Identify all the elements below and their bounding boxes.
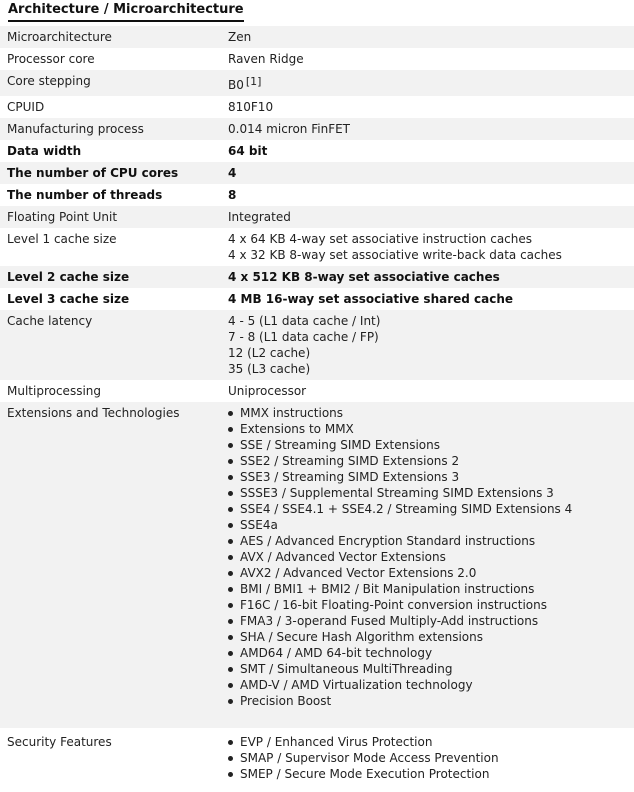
row-label: Manufacturing process bbox=[7, 122, 144, 136]
value-line: 4 x 32 KB 8-way set associative write-back data caches bbox=[228, 248, 562, 262]
row-label: Data width bbox=[7, 144, 82, 158]
row-label: CPUID bbox=[7, 100, 45, 114]
row-label: Level 2 cache size bbox=[7, 270, 130, 284]
table-row bbox=[0, 288, 634, 310]
security-list bbox=[228, 734, 634, 782]
table-row bbox=[0, 728, 634, 785]
list-item: AVX2 / Advanced Vector Extensions 2.0 bbox=[228, 565, 634, 581]
row-label: Microarchitecture bbox=[7, 30, 112, 44]
row-value: 4 bbox=[228, 166, 237, 180]
row-value bbox=[228, 728, 634, 785]
value-line: 12 (L2 cache) bbox=[228, 346, 311, 360]
row-label: Floating Point Unit bbox=[7, 210, 118, 224]
row-value bbox=[228, 310, 634, 380]
core-stepping-value: B0 bbox=[228, 78, 244, 92]
value-line: 4 - 5 (L1 data cache / Int) bbox=[228, 314, 381, 328]
list-item: SSE4 / SSE4.1 + SSE4.2 / Streaming SIMD Extensions 4 bbox=[228, 501, 634, 517]
spec-table bbox=[0, 26, 634, 785]
row-value bbox=[228, 70, 634, 96]
list-item: SSSE3 / Supplemental Streaming SIMD Extensions 3 bbox=[228, 485, 634, 501]
table-row bbox=[0, 228, 634, 266]
list-item: SMEP / Secure Mode Execution Protection bbox=[228, 766, 634, 782]
table-row bbox=[0, 310, 634, 380]
table-row bbox=[0, 26, 634, 48]
list-item: AMD64 / AMD 64-bit technology bbox=[228, 645, 634, 661]
value-line: 7 - 8 (L1 data cache / FP) bbox=[228, 330, 379, 344]
list-item: AMD-V / AMD Virtualization technology bbox=[228, 677, 634, 693]
list-item: SMT / Simultaneous MultiThreading bbox=[228, 661, 634, 677]
list-item: SMAP / Supervisor Mode Access Prevention bbox=[228, 750, 634, 766]
row-value: Zen bbox=[228, 30, 252, 44]
row-value: Uniprocessor bbox=[228, 384, 307, 398]
row-value: 4 MB 16-way set associative shared cache bbox=[228, 292, 514, 306]
value-line: 4 x 64 KB 4-way set associative instruction caches bbox=[228, 232, 533, 246]
row-label: Processor core bbox=[7, 52, 95, 66]
list-item: FMA3 / 3-operand Fused Multiply-Add instructions bbox=[228, 613, 634, 629]
row-label: Multiprocessing bbox=[7, 384, 102, 398]
table-row bbox=[0, 162, 634, 184]
table-row bbox=[0, 380, 634, 402]
section-title: Architecture / Microarchitecture bbox=[8, 2, 244, 22]
row-value bbox=[228, 228, 634, 266]
row-label: Security Features bbox=[7, 735, 112, 749]
row-label: Level 3 cache size bbox=[7, 292, 130, 306]
table-row bbox=[0, 184, 634, 206]
table-row bbox=[0, 70, 634, 96]
row-label: The number of CPU cores bbox=[7, 166, 179, 180]
row-label: Core stepping bbox=[7, 74, 91, 88]
table-row bbox=[0, 96, 634, 118]
list-item: SHA / Secure Hash Algorithm extensions bbox=[228, 629, 634, 645]
list-item: F16C / 16-bit Floating-Point conversion instructions bbox=[228, 597, 634, 613]
list-item: SSE3 / Streaming SIMD Extensions 3 bbox=[228, 469, 634, 485]
list-item: AES / Advanced Encryption Standard instructions bbox=[228, 533, 634, 549]
table-row bbox=[0, 206, 634, 228]
table-row bbox=[0, 118, 634, 140]
table-row bbox=[0, 140, 634, 162]
list-item: Extensions to MMX bbox=[228, 421, 634, 437]
list-item: SSE / Streaming SIMD Extensions bbox=[228, 437, 634, 453]
row-label: Cache latency bbox=[7, 314, 93, 328]
list-item: AVX / Advanced Vector Extensions bbox=[228, 549, 634, 565]
row-value: 810F10 bbox=[228, 100, 274, 114]
section-header bbox=[0, 0, 634, 26]
list-item: EVP / Enhanced Virus Protection bbox=[228, 734, 634, 750]
list-item: Precision Boost bbox=[228, 693, 634, 709]
row-value: Raven Ridge bbox=[228, 52, 304, 66]
row-label: Extensions and Technologies bbox=[7, 406, 180, 420]
row-value: Integrated bbox=[228, 210, 291, 224]
row-value: 4 x 512 KB 8-way set associative caches bbox=[228, 270, 500, 284]
footnote-link[interactable]: [1] bbox=[245, 75, 262, 88]
list-item: MMX instructions bbox=[228, 405, 634, 421]
list-item: SSE4a bbox=[228, 517, 634, 533]
list-item: BMI / BMI1 + BMI2 / Bit Manipulation instructions bbox=[228, 581, 634, 597]
extensions-list bbox=[228, 405, 634, 709]
row-value: 64 bit bbox=[228, 144, 268, 158]
row-value: 8 bbox=[228, 188, 237, 202]
row-value bbox=[228, 402, 634, 728]
row-value: 0.014 micron FinFET bbox=[228, 122, 351, 136]
table-row bbox=[0, 266, 634, 288]
value-line: 35 (L3 cache) bbox=[228, 362, 311, 376]
table-row bbox=[0, 402, 634, 728]
row-label: The number of threads bbox=[7, 188, 163, 202]
list-item: SSE2 / Streaming SIMD Extensions 2 bbox=[228, 453, 634, 469]
row-label: Level 1 cache size bbox=[7, 232, 117, 246]
table-row bbox=[0, 48, 634, 70]
